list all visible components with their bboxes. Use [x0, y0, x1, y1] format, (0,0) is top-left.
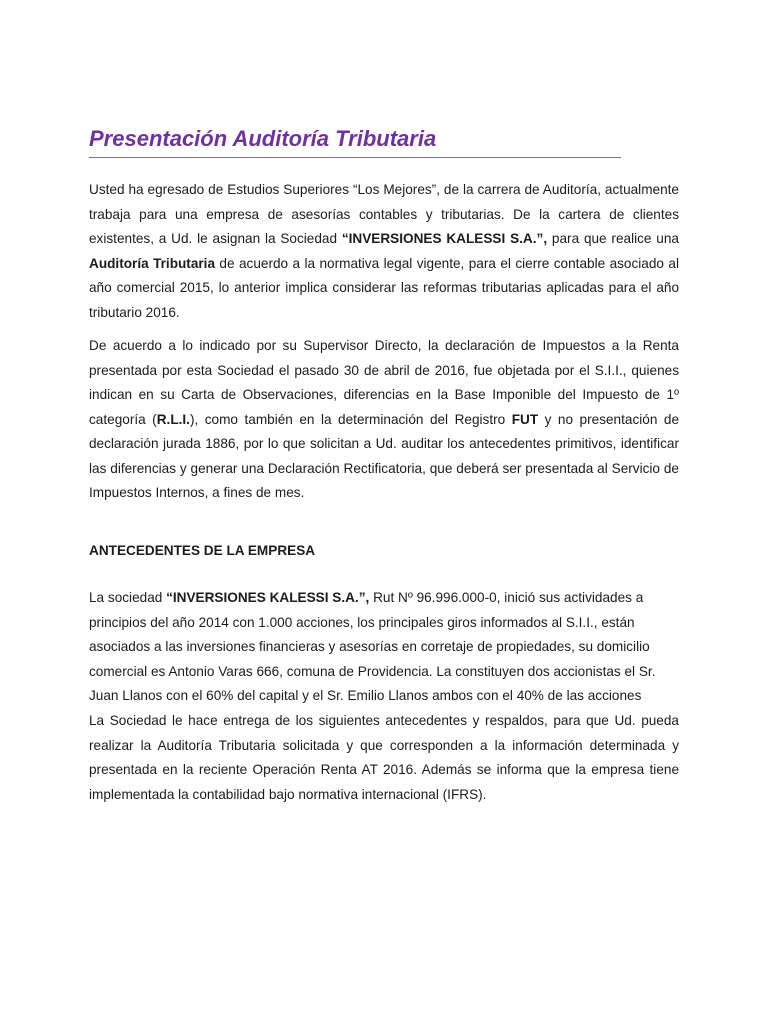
- p2-text-3: y no presentación de declaración jurada 1886, por lo que solicitan a Ud. auditar los antecedentes primitivos, identificar las diferencias y generar una Declaración Rectificatoria, que deberá ser presentada al Servicio de Impuestos Internos, a fines de mes.: [89, 411, 680, 500]
- paragraph-documents: La Sociedad le hace entrega de los siguientes antecedentes y respaldos, para que Ud. pueda realizar la Auditoría Tributaria solicitada y que corresponden a la información determinada y presentada en la reciente Operación Renta AT 2016. Además se informa que la empresa tiene implementada la contabilidad bajo normativa internacional (IFRS).: [89, 713, 679, 802]
- p3-text-2: Rut Nº 96.996.000-0, inició sus actividades a principios del año 2014 con 1.000 acciones, los principales giros informados al S.I.I., están asociados a las inversiones financieras y asesorías en corretaje de propiedades, su domicilio comercial es Antonio Varas 666, comuna de Providencia. La constituyen dos accionistas el Sr. Juan Llanos con el 60% del capital y el Sr. Emilio Llanos ambos con el 40% de las acciones: [89, 590, 656, 703]
- p3-text-1: La sociedad: [89, 590, 167, 605]
- page-title: Presentación Auditoría Tributaria: [89, 126, 437, 151]
- p2-text-1: De acuerdo a lo indicado por su Supervisor Directo, la declaración de Impuestos a la Renta presentada por esta Sociedad el pasado 30 de abril de 2016, fue objetada por el S.I.I., quienes indican en su Carta de Observaciones, diferencias en la Base Imponible del Impuesto de 1º categoría (: [89, 338, 679, 427]
- paragraph-supervisor: [89, 334, 679, 506]
- title-underline: [89, 157, 621, 158]
- section-heading: ANTECEDENTES DE LA EMPRESA: [89, 543, 316, 558]
- paragraph-company-background: [89, 586, 679, 709]
- p1-text-2: para que realice una: [547, 231, 679, 246]
- paragraph-assignment: [89, 178, 679, 325]
- p1-audit-type: Auditoría Tributaria: [89, 255, 216, 271]
- p1-text-1: Usted ha egresado de Estudios Superiores “Los Mejores”, de la carrera de Auditoría, actualmente trabaja para una empresa de asesorías contables y tributarias. De la cartera de clientes existentes, a Ud. le asignan la Sociedad: [89, 182, 679, 246]
- p3-company-name: “INVERSIONES KALESSI S.A.”,: [166, 590, 370, 605]
- p1-text-3: de acuerdo a la normativa legal vigente, para el cierre contable asociado al año comercial 2015, lo anterior implica considerar las reformas tributarias aplicadas para el año tributario 2016.: [89, 255, 679, 320]
- p2-fut: FUT: [511, 411, 539, 427]
- p2-rli: R.L.I.: [156, 411, 190, 427]
- p2-text-2: ), como también en la determinación del Registro: [189, 411, 512, 427]
- p1-company-name: “INVERSIONES KALESSI S.A.”,: [341, 231, 548, 246]
